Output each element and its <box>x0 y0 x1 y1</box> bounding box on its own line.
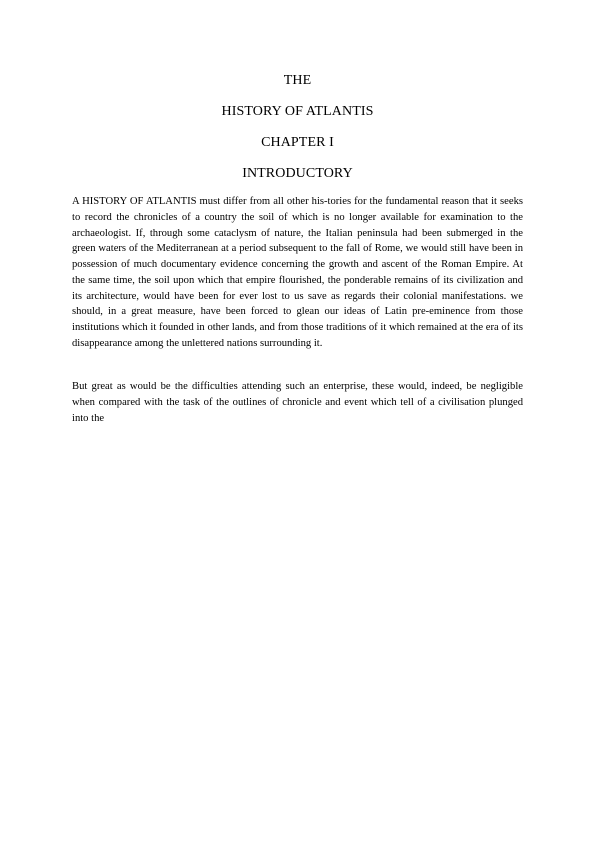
body-paragraph-2: But great as would be the difficulties attending such an enterprise, these would, indeed, be negligible when compared with the task of the outlines of chronicle and event which tell of a civilisation plunged into the <box>72 381 523 424</box>
title-line-the: THE <box>283 73 312 88</box>
book-title: HISTORY OF ATLANTIS <box>221 104 374 119</box>
body-paragraph-1: A HISTORY OF ATLANTIS must differ from all other his-tories for the fundamental reason that it seeks to record the chronicles of a country the soil of which is no longer available for examination to the archaeologist. If, through some cataclysm of nature, the Italian peninsula had been submerged in the green waters of the Mediterranean at a period subsequent to the fall of Rome, we would still have been in possession of much documentary evidence concerning the growth and ascent of the Roman Empire. At the same time, the soil upon which that empire flourished, the ponderable remains of its civilization and its architecture, would have been for ever lost to us save as regards their colonial manifestations. we should, in a great measure, have been forced to glean our ideas of Latin pre-eminence from those institutions which it founded in other lands, and from those traditions of it which remained at the era of its disappearance among the unlettered nations surrounding it. <box>72 196 523 349</box>
chapter-number: CHAPTER I <box>261 135 334 150</box>
chapter-title: INTRODUCTORY <box>242 166 353 181</box>
